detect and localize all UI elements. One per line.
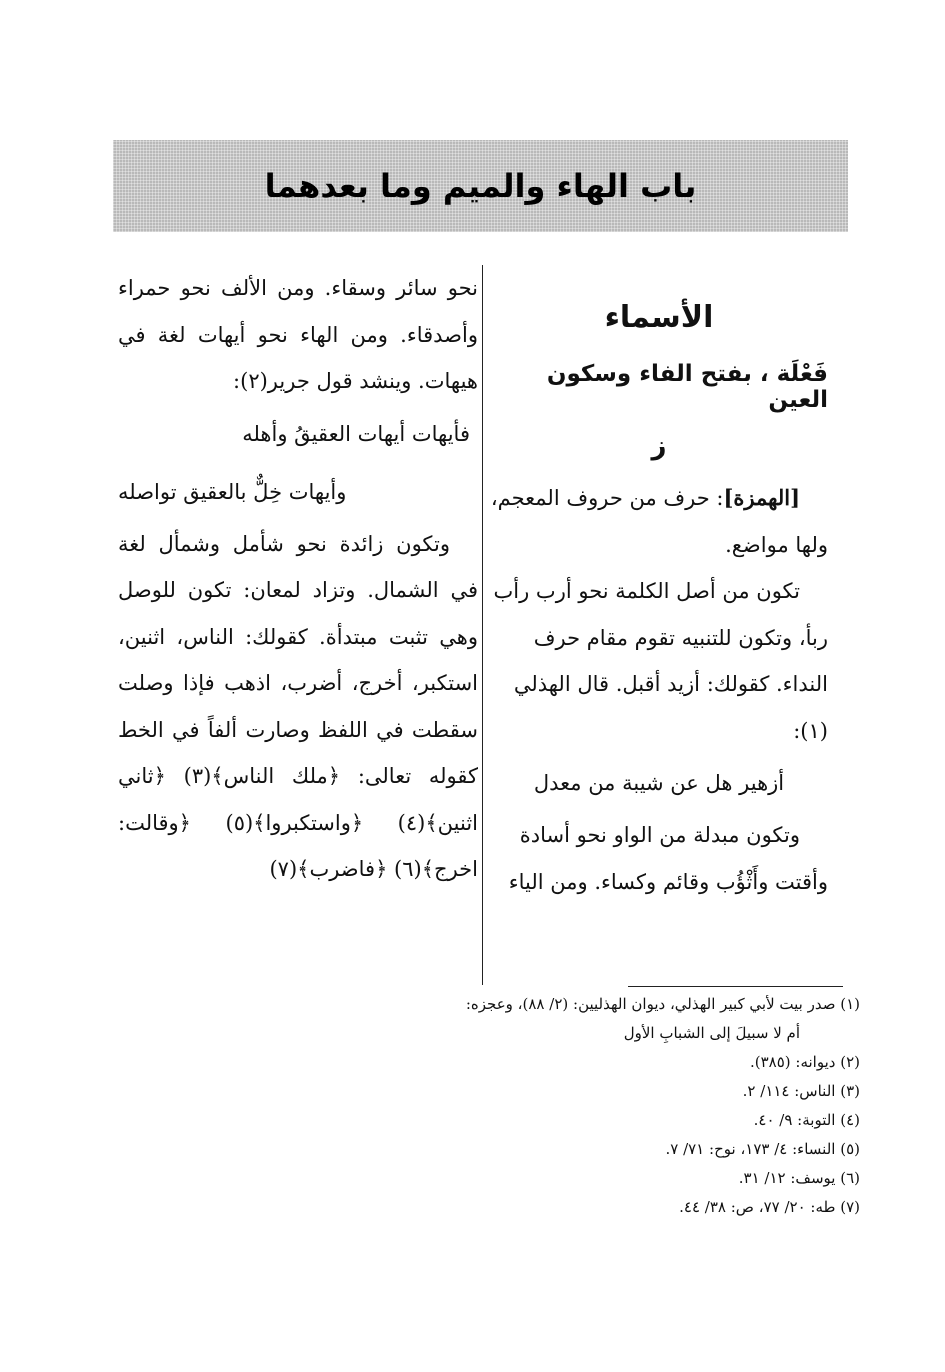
entry-term: [الهمزة] xyxy=(723,485,800,510)
entry-paragraph-2: تكون من أصل الكلمة نحو أرب رأب ربأ، وتكون للتنبيه تقوم مقام حرف النداء. كقولك: أزيد أقبل. قال الهذلي (١): xyxy=(493,579,828,743)
chapter-title: باب الهاء والميم وما بعدهما xyxy=(264,167,697,205)
footnote-1: (١) صدر بيت لأبي كبير الهذلي، ديوان الهذليين: (٢/ ٨٨)، وعجزه: xyxy=(465,995,860,1013)
entry-paragraph-3: وتكون مبدلة من الواو نحو أسادة وأقتت وأَثْؤُب وقائم وكساء. ومن الياء xyxy=(508,823,828,894)
footnote-6: (٦) يوسف: ١٢/ ٣١. xyxy=(738,1169,860,1187)
footnote-2: (٢) ديوانه: (٣٨٥). xyxy=(749,1053,860,1071)
footnote-7: (٧) طه: ٢٠/ ٧٧، ص: ٣٨/ ٤٤. xyxy=(679,1198,860,1216)
footnote-divider xyxy=(628,986,843,987)
verse-line: أزهير هل عن شيبة من معدل xyxy=(533,771,785,795)
footnote-1-verse: أم لا سبيلَ إلى الشبابِ الأول xyxy=(623,1024,800,1042)
entry-paragraph-1 xyxy=(490,475,828,568)
column-divider xyxy=(482,265,483,985)
left-paragraph-2: وتكون زائدة نحو شأمل وشمأل لغة في الشمال. وتزاد لمعان: تكون للوصل وهي تثبت مبتدأة. كقولك: الناس، اثنين، استكبر، أخرج، أضرب، اذهب فإذا وصلت سقطت في اللفظ وصارت ألفاً في الخط كقوله تعالى: ﴿ملك الناس﴾(٣) ﴿ثاني اثنين﴾(٤) ﴿واستكبروا﴾(٥) ﴿وقالت: اخرج﴾(٦) ﴿فاضرب﴾(٧) xyxy=(118,531,479,881)
entry-definition: : حرف من حروف المعجم، ولها مواضع. xyxy=(490,486,828,557)
footnote-5: (٥) النساء: ٤/ ١٧٣، نوح: ٧١/ ٧. xyxy=(665,1140,860,1158)
chapter-banner xyxy=(113,140,848,232)
letter-heading: ز xyxy=(651,431,667,461)
footnote-4: (٤) التوبة: ٩/ ٤٠. xyxy=(753,1111,860,1129)
left-paragraph-1: نحو سائر وسقاء. ومن الألف نحو حمراء وأصدقاء. ومن الهاء نحو أيهات لغة في هيهات. وينشد قول جرير(٢): xyxy=(118,276,478,393)
footnote-3: (٣) الناس: ١١٤/ ٢. xyxy=(742,1082,860,1100)
section-title: الأسماء xyxy=(604,300,714,335)
right-column xyxy=(490,270,828,905)
verse-line-1: فأيهات أيهات العقيقُ وأهله xyxy=(242,421,470,446)
subheading: فَعْلَة ، بفتح الفاء وسكون العين xyxy=(546,361,828,413)
verse-line-2: وأيهات خِلٌّ بالعقيق تواصله xyxy=(118,479,347,504)
left-column xyxy=(118,265,478,893)
footnotes xyxy=(300,990,860,1222)
